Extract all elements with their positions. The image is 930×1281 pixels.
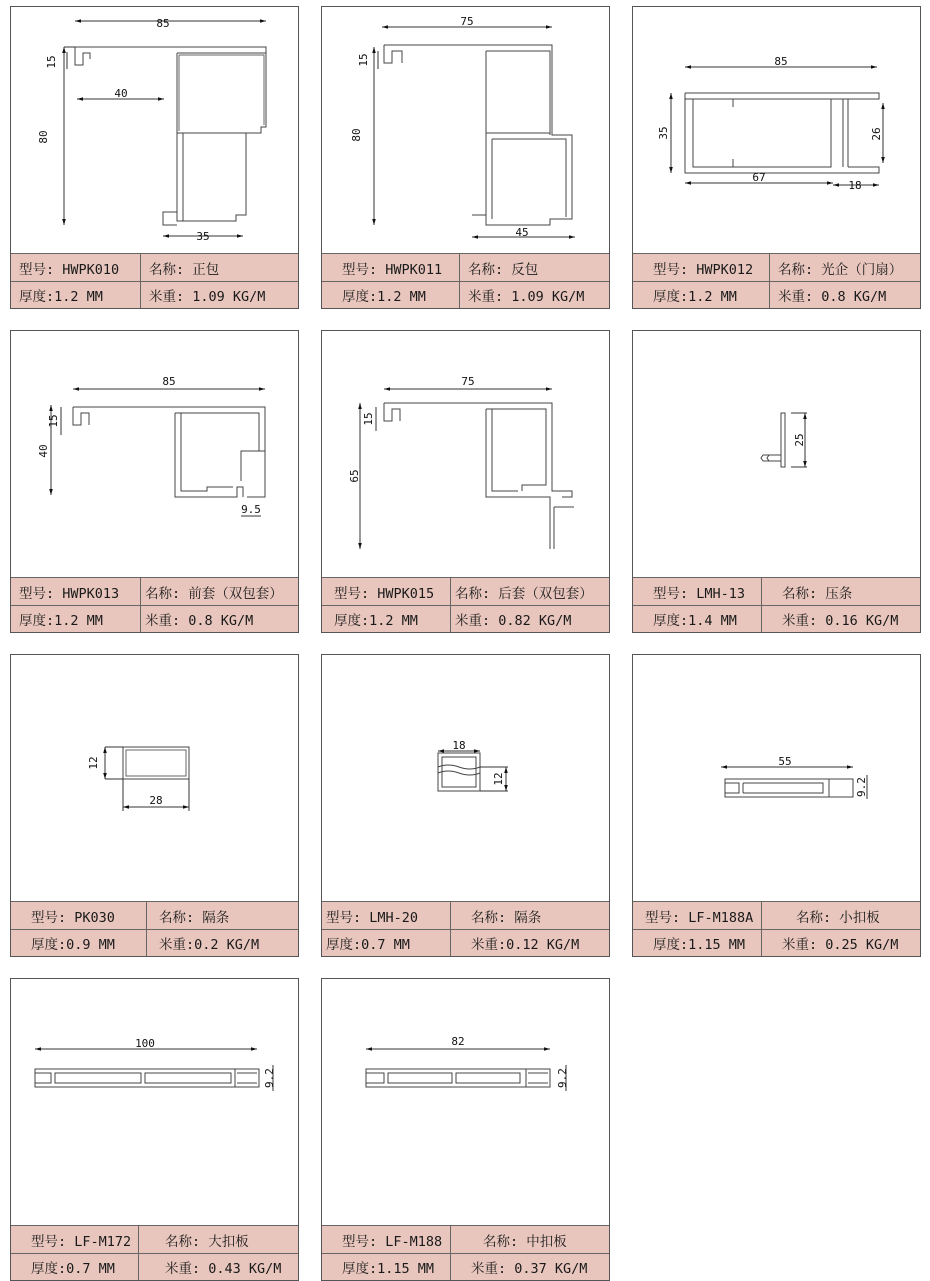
svg-text:40: 40 — [37, 444, 50, 458]
svg-text:35: 35 — [657, 126, 670, 140]
name-label: 名称: 压条 — [782, 585, 853, 602]
product-card-pk030 — [10, 654, 299, 957]
name-label: 名称: 大扣板 — [165, 1233, 249, 1250]
product-info — [11, 253, 298, 308]
svg-text:15: 15 — [47, 414, 60, 428]
svg-text:85: 85 — [162, 375, 176, 388]
name-label: 名称: 隔条 — [471, 909, 542, 926]
thickness-label: 厚度:1.2 MM — [322, 281, 460, 308]
svg-text:15: 15 — [357, 53, 370, 67]
product-info — [11, 1225, 298, 1280]
weight-label: 米重: 0.43 KG/M — [165, 1260, 282, 1277]
svg-text:28: 28 — [149, 794, 163, 807]
svg-text:80: 80 — [350, 128, 363, 142]
model-label: 型号: LF-M188 — [322, 1226, 451, 1253]
name-label: 名称: 反包 — [468, 261, 539, 278]
product-card-lmh13 — [632, 330, 921, 633]
product-info — [11, 901, 298, 956]
model-label: 型号: HWPK013 — [11, 578, 141, 605]
svg-text:80: 80 — [37, 130, 50, 144]
name-label: 名称: 小扣板 — [796, 909, 880, 926]
product-info — [322, 1225, 609, 1280]
product-card-hwpk015 — [321, 330, 610, 633]
svg-text:12: 12 — [492, 772, 505, 786]
profile-drawing — [11, 331, 298, 579]
svg-text:75: 75 — [461, 375, 475, 388]
weight-label: 米重: 0.8 KG/M — [145, 612, 254, 629]
product-info — [11, 577, 298, 632]
svg-text:9.2: 9.2 — [855, 777, 868, 797]
product-info — [322, 901, 609, 956]
profile-drawing — [11, 655, 298, 903]
profile-drawing — [633, 655, 920, 903]
model-label: 型号: LF-M172 — [11, 1226, 139, 1253]
svg-text:40: 40 — [114, 87, 128, 100]
svg-text:67: 67 — [752, 171, 766, 184]
weight-label: 米重: 0.37 KG/M — [471, 1260, 588, 1277]
name-label: 名称: 后套（双包套） — [455, 585, 593, 602]
profile-drawing — [11, 979, 298, 1227]
thickness-label: 厚度:1.2 MM — [11, 281, 141, 308]
product-info — [633, 253, 920, 308]
name-label: 名称: 中扣板 — [483, 1233, 567, 1250]
weight-label: 米重: 0.8 KG/M — [778, 288, 887, 305]
svg-text:26: 26 — [870, 127, 883, 141]
weight-label: 米重:0.2 KG/M — [159, 936, 260, 953]
profile-drawing — [322, 979, 609, 1227]
product-info — [633, 577, 920, 632]
svg-text:100: 100 — [135, 1037, 155, 1050]
weight-label: 米重: 1.09 KG/M — [468, 288, 585, 305]
svg-text:12: 12 — [87, 756, 100, 770]
thickness-label: 厚度:1.4 MM — [633, 605, 762, 632]
product-info — [322, 253, 609, 308]
svg-text:18: 18 — [452, 739, 466, 752]
model-label: 型号: HWPK010 — [11, 254, 141, 281]
svg-text:65: 65 — [348, 469, 361, 483]
svg-text:85: 85 — [156, 17, 170, 30]
profile-drawing — [322, 331, 609, 579]
product-info — [633, 901, 920, 956]
name-label: 名称: 正包 — [149, 261, 220, 278]
thickness-label: 厚度:0.7 MM — [11, 1253, 139, 1280]
profile-drawing — [322, 7, 609, 255]
svg-text:82: 82 — [451, 1035, 465, 1048]
product-card-hwpk012 — [632, 6, 921, 309]
profile-drawing — [633, 7, 920, 255]
profile-drawing — [11, 7, 298, 255]
svg-text:9.2: 9.2 — [263, 1068, 276, 1088]
thickness-label: 厚度:1.2 MM — [11, 605, 141, 632]
svg-text:35: 35 — [196, 230, 210, 243]
svg-text:45: 45 — [515, 226, 529, 239]
product-card-lfm172 — [10, 978, 299, 1281]
thickness-label: 厚度:0.7 MM — [322, 929, 451, 956]
thickness-label: 厚度:1.2 MM — [633, 281, 770, 308]
model-label: 型号: LMH-13 — [633, 578, 762, 605]
thickness-label: 厚度:1.15 MM — [322, 1253, 451, 1280]
name-label: 名称: 前套（双包套） — [145, 585, 283, 602]
product-card-hwpk010 — [10, 6, 299, 309]
svg-text:85: 85 — [774, 55, 788, 68]
profile-drawing — [633, 331, 920, 579]
model-label: 型号: HWPK012 — [633, 254, 770, 281]
svg-text:25: 25 — [793, 433, 806, 447]
thickness-label: 厚度:1.15 MM — [633, 929, 762, 956]
profile-drawing — [322, 655, 609, 903]
svg-text:9.2: 9.2 — [556, 1068, 569, 1088]
model-label: 型号: HWPK011 — [322, 254, 460, 281]
model-label: 型号: LMH-20 — [322, 902, 451, 929]
product-card-hwpk011 — [321, 6, 610, 309]
thickness-label: 厚度:1.2 MM — [322, 605, 451, 632]
name-label: 名称: 隔条 — [159, 909, 230, 926]
svg-text:15: 15 — [45, 55, 58, 69]
weight-label: 米重: 0.16 KG/M — [782, 612, 899, 629]
weight-label: 米重:0.12 KG/M — [471, 936, 580, 953]
svg-text:9.5: 9.5 — [241, 503, 261, 516]
thickness-label: 厚度:0.9 MM — [11, 929, 147, 956]
svg-text:75: 75 — [460, 15, 474, 28]
product-card-hwpk013 — [10, 330, 299, 633]
model-label: 型号: PK030 — [11, 902, 147, 929]
name-label: 名称: 光企（门扇） — [778, 261, 903, 278]
weight-label: 米重: 1.09 KG/M — [149, 288, 266, 305]
product-card-lfm188a — [632, 654, 921, 957]
product-card-lmh20 — [321, 654, 610, 957]
weight-label: 米重: 0.25 KG/M — [782, 936, 899, 953]
svg-text:15: 15 — [362, 412, 375, 426]
svg-text:18: 18 — [848, 179, 862, 192]
svg-text:55: 55 — [778, 755, 792, 768]
weight-label: 米重: 0.82 KG/M — [455, 612, 572, 629]
product-card-lfm188 — [321, 978, 610, 1281]
product-info — [322, 577, 609, 632]
model-label: 型号: HWPK015 — [322, 578, 451, 605]
model-label: 型号: LF-M188A — [633, 902, 762, 929]
